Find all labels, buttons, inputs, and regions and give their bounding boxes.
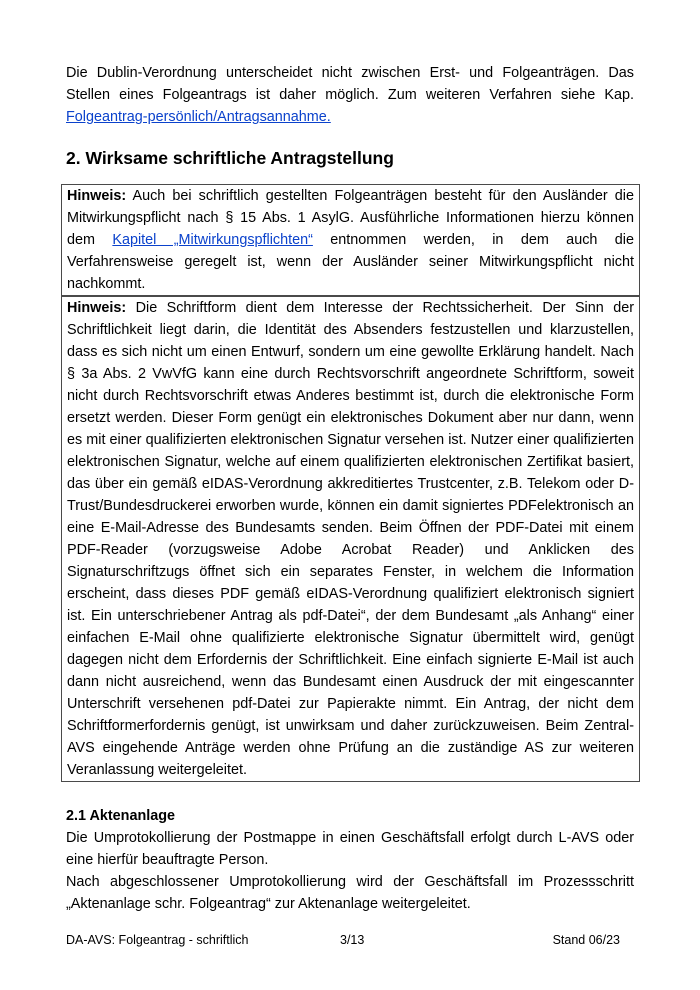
note-box-mitwirkung: [61, 184, 640, 296]
footer-page-number: 3/13: [340, 933, 365, 947]
subsection-heading: 2.1 Aktenanlage: [66, 808, 176, 824]
intro-paragraph: [66, 62, 634, 128]
mitwirkungspflichten-link[interactable]: Kapitel „Mitwirkungspflichten“: [112, 232, 313, 248]
note-text-end: entnommen werden, in dem auch die Verfahrensweise geregelt ist, wenn der Ausländer seiner Mitwirkungspflicht nicht nachkommt.: [67, 232, 634, 292]
note-label: Hinweis:: [67, 300, 127, 316]
note-text: Auch bei schriftlich gestellten Folgeanträgen besteht für den Ausländer die Mitwirkungspflicht nach § 15 Abs. 1 AsylG. Ausführliche Informationen hierzu können dem: [67, 188, 634, 248]
footer-document-title: DA-AVS: Folgeantrag - schriftlich: [66, 933, 249, 947]
folgeantrag-link[interactable]: Folgeantrag-persönlich/Antragsannahme.: [66, 109, 331, 125]
note-text: Die Schriftform dient dem Interesse der Rechtssicherheit. Der Sinn der Schriftlichkeit liegt darin, die Identität des Absenders festzustellen und klarzustellen, dass es sich nicht um einen Entwurf, sondern um eine gewollte Erklärung handelt. Nach § 3a Abs. 2 VwVfG kann eine durch Rechtsvorschrift angeordnete Schriftform, soweit nicht durch Rechtsvorschrift etwas Anderes bestimmt ist, durch die elektronische Form ersetzt werden. Dieser Form genügt ein elektronisches Dokument aber nur dann, wenn es mit einer qualifizierten elektronischen Signatur versehen ist. Nutzer einer qualifizierten elektronischen Signatur, welche auf einem qualifizierten elektronischen Zertifikat basiert, das über ein gemäß eIDAS-Verordnung akkreditiertes Trustcenter, z.B. Telekom oder D-Trust/Bundesdruckerei erworben wurde, können ein damit signiertes PDFelektronisch an eine E-Mail-Adresse des Bundesamts senden. Beim Öffnen der PDF-Datei mit einem PDF-Reader (vorzugsweise Adobe Acrobat Reader) und Anklicken des Signaturschriftzugs öffnet sich ein separates Fenster, in welchem die Information erscheint, dass dieses PDF gemäß eIDAS-Verordnung qualifiziert elektronisch signiert ist. Ein unterschriebener Antrag als pdf-Datei“, der dem Bundesamt „als Anhang“ einer einfachen E-Mail ohne qualifizierte elektronische Signatur übermittelt wird, genügt dagegen nicht dem Erfordernis der Schriftlichkeit. Eine einfach signierte E-Mail ist auch dann nicht ausreichend, wenn das Bundesamt einen Ausdruck der mit eingescannter Unterschrift versehenen pdf-Datei zur Papierakte nimmt. Ein Antrag, der nicht dem Schriftformerfordernis genügt, ist unwirksam und daher zurückzuweisen. Beim Zentral-AVS eingehende Anträge werden ohne Prüfung an die zuständige AS zur weiteren Veranlassung weitergeleitet.: [67, 300, 634, 778]
note-box-schriftform: [61, 296, 640, 782]
note-label: Hinweis:: [67, 188, 127, 204]
footer-status: Stand 06/23: [552, 933, 620, 947]
intro-text: Die Dublin-Verordnung unterscheidet nicht zwischen Erst- und Folgeanträgen. Das Stellen eines Folgeantrags ist daher möglich. Zum weiteren Verfahren siehe Kap.: [66, 65, 634, 103]
aktenanlage-paragraph-2: Nach abgeschlossener Umprotokollierung wird der Geschäftsfall im Prozessschritt „Aktenanlage schr. Folgeantrag“ zur Aktenanlage weitergeleitet.: [66, 874, 634, 912]
section-heading: 2. Wirksame schriftliche Antragstellung: [66, 148, 394, 168]
aktenanlage-paragraph-1: Die Umprotokollierung der Postmappe in einen Geschäftsfall erfolgt durch L-AVS oder eine hierfür beauftragte Person.: [66, 830, 634, 868]
